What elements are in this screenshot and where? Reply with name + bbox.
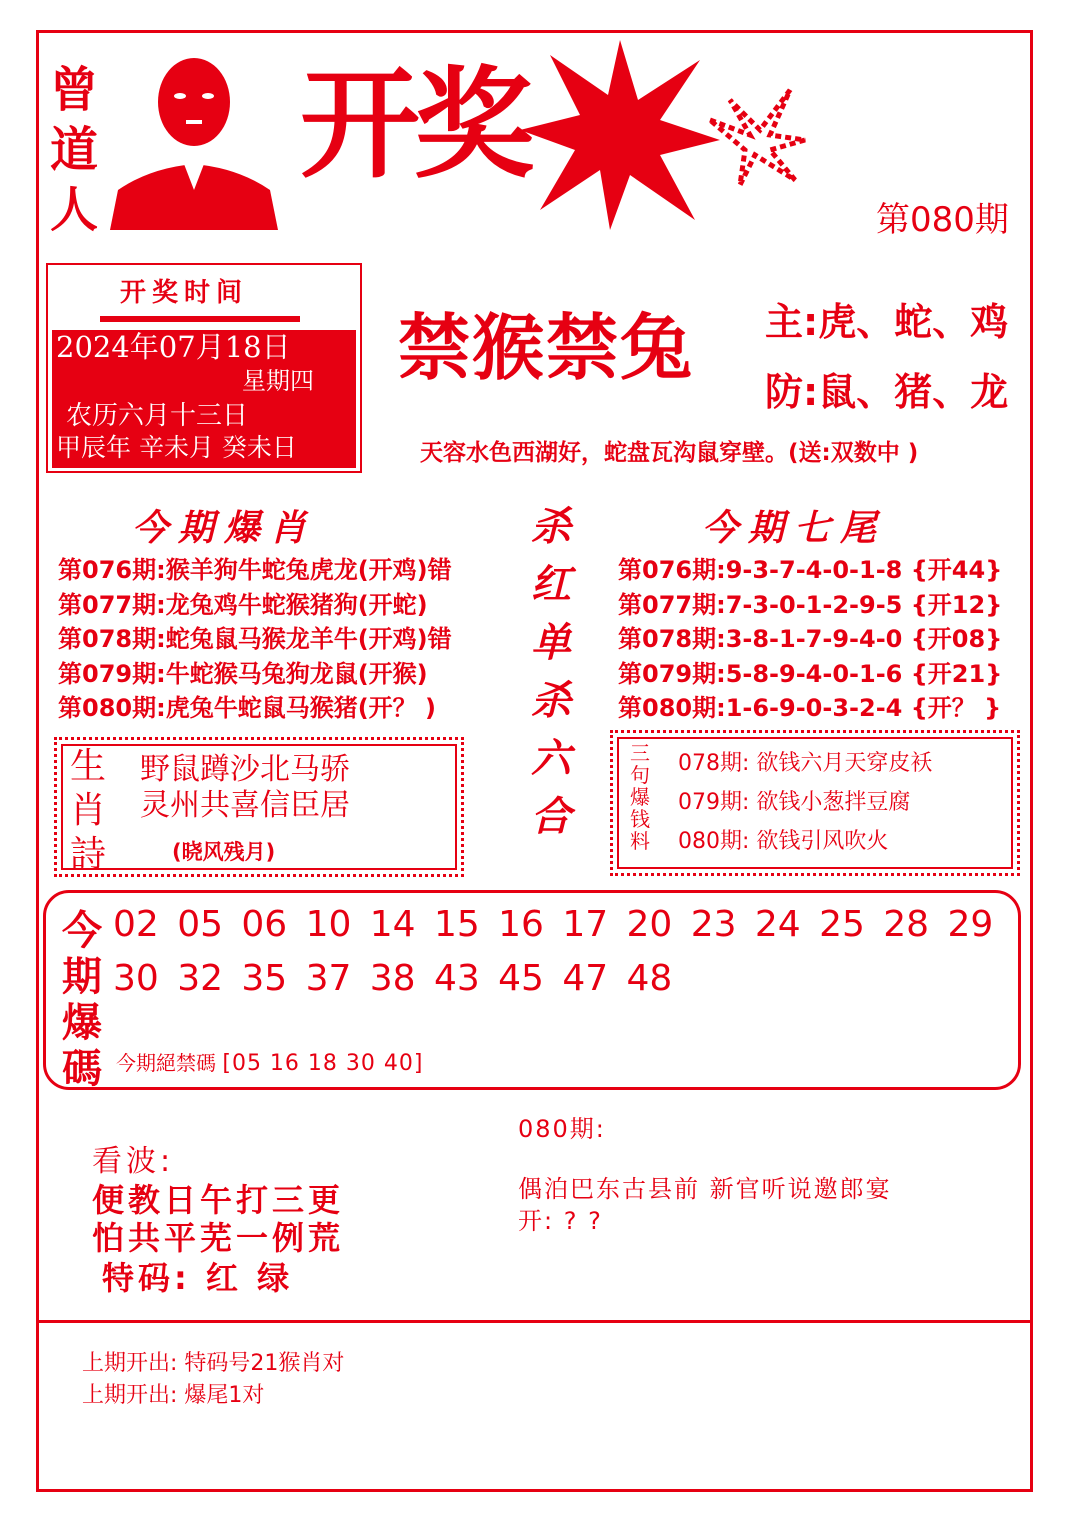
codes-grid [113, 898, 1013, 1006]
starburst-icon [520, 40, 720, 230]
name-char-2: 道 [49, 122, 98, 178]
code-number: 30 [113, 958, 159, 999]
poem-line: 野鼠蹲沙北马骄 [140, 752, 350, 787]
kill-column [527, 498, 575, 846]
footer-divider [36, 1320, 1033, 1323]
tips-side-char: 料 [630, 829, 650, 853]
last-result-2: 上期开出: 爆尾1对 [82, 1383, 265, 1408]
portrait-image [110, 40, 278, 230]
banned-numbers: [05 16 18 30 40] [222, 1051, 424, 1076]
ban-headline: 禁猴禁兔 [398, 305, 695, 390]
issue-number: 第080期 [876, 200, 1009, 240]
kill-char: 合 [531, 793, 571, 840]
tip-row: 079期: 欲钱小葱拌豆腐 [678, 790, 911, 815]
tip-row: 080期: 欲钱引风吹火 [678, 829, 889, 854]
name-char-3: 人 [49, 182, 98, 238]
list-item: 第078期:蛇兔鼠马猴龙羊牛(开鸡)错 [58, 625, 452, 653]
kill-char: 杀 [531, 677, 571, 724]
guard-zodiac: 防:鼠、猪、龙 [765, 370, 1009, 414]
code-number: 48 [626, 958, 673, 999]
poem-line: 灵州共喜信臣居 [140, 788, 350, 823]
codes-side-char: 碼 [62, 1046, 102, 1092]
last-result-1: 上期开出: 特码号21猴肖对 [82, 1351, 345, 1376]
kill-char: 杀 [531, 503, 571, 550]
poem-side-char: 詩 [69, 834, 106, 875]
special-color: 特码: 红 绿 [102, 1259, 294, 1297]
poem-side-char: 生 [69, 746, 106, 787]
explosive-zodiac-list [58, 553, 452, 726]
codes-side-char: 爆 [62, 1000, 102, 1046]
tips-side-char: 钱 [630, 807, 650, 831]
seven-tails-title: 今期七尾 [702, 507, 887, 549]
kill-char: 单 [531, 619, 571, 666]
verse-issue: 080期: [518, 1115, 606, 1143]
tips-side-char: 句 [630, 763, 650, 787]
code-number: 10 [305, 904, 352, 945]
code-number: 29 [947, 904, 994, 945]
poem-side-char: 肖 [69, 790, 106, 831]
verse-text: 偶泊巴东古县前 新官听说邀郎宴 [518, 1175, 892, 1203]
code-number: 45 [498, 958, 544, 999]
tip-row: 078期: 欲钱六月天穿皮袄 [678, 751, 933, 776]
name-char-1: 曾 [49, 62, 98, 118]
lunar-date: 农历六月十三日 [66, 401, 249, 431]
ganzhi-date: 甲辰年 辛未月 癸未日 [56, 433, 297, 462]
code-number: 06 [241, 904, 288, 945]
banned-codes [116, 1048, 423, 1079]
wave-line-2: 怕共平芜一例荒 [92, 1219, 345, 1257]
list-item: 第080期:1-6-9-0-3-2-4 {开？ } [618, 694, 1002, 722]
banned-label: 今期絕禁碼 [116, 1051, 216, 1075]
code-number: 28 [883, 904, 930, 945]
code-number: 47 [562, 958, 609, 999]
code-number: 16 [498, 904, 544, 945]
poem-lines [140, 752, 350, 824]
draw-weekday: 星期四 [242, 367, 314, 395]
code-number: 43 [433, 958, 480, 999]
main-zodiac: 主:虎、蛇、鸡 [765, 300, 1009, 344]
list-item: 第078期:3-8-1-7-9-4-0 {开08} [618, 625, 1003, 653]
code-number: 35 [241, 958, 288, 999]
riddle-text: 天容水色西湖好，蛇盘瓦沟鼠穿壁。(送:双数中 ) [420, 440, 919, 466]
codes-side-label [56, 908, 108, 1092]
wave-label: 看波: [92, 1144, 175, 1179]
code-number: 24 [754, 904, 801, 945]
poem-side-label [66, 745, 110, 877]
codes-side-char: 今 [62, 908, 102, 954]
seven-tails-list [618, 553, 1002, 726]
codes-side-char: 期 [62, 954, 102, 1000]
code-number: 20 [626, 904, 673, 945]
code-number: 23 [690, 904, 737, 945]
kill-char: 六 [531, 735, 571, 782]
list-item: 第077期:7-3-0-1-2-9-5 {开12} [618, 590, 1003, 619]
tips-side-char: 爆 [630, 785, 650, 809]
code-number: 37 [305, 958, 352, 999]
code-number: 15 [433, 904, 480, 945]
verse-open: 开: ? ? [518, 1207, 603, 1235]
explosive-zodiac-title: 今期爆肖 [132, 507, 317, 549]
sparkle-decoration-icon [700, 80, 810, 190]
code-number: 02 [113, 904, 159, 945]
draw-date-block [52, 330, 356, 468]
wave-line-1: 便教日午打三更 [92, 1181, 345, 1219]
vertical-name [44, 60, 104, 240]
list-item: 第080期:虎兔牛蛇鼠马猴猪(开？ ) [58, 694, 436, 722]
code-number: 05 [177, 904, 223, 945]
draw-time-title: 开奖时间 [120, 278, 249, 308]
poem-credit: (晓风残月) [172, 840, 276, 864]
code-number: 38 [369, 958, 416, 999]
tips-side-label [622, 742, 658, 852]
tips-side-char: 三 [630, 741, 650, 765]
list-item: 第076期:9-3-7-4-0-1-8 {开44} [618, 556, 1003, 584]
tips-lines [678, 744, 932, 861]
kill-char: 红 [531, 561, 571, 608]
draw-date: 2024年07月18日 [56, 330, 291, 364]
list-item: 第079期:5-8-9-4-0-1-6 {开21} [618, 659, 1003, 688]
list-item: 第076期:猴羊狗牛蛇兔虎龙(开鸡)错 [58, 556, 452, 584]
banner-title: 开奖 [300, 54, 528, 195]
code-number: 32 [177, 958, 223, 999]
code-number: 17 [562, 904, 609, 945]
list-item: 第079期:牛蛇猴马兔狗龙鼠(开猴) [58, 659, 428, 688]
list-item: 第077期:龙兔鸡牛蛇猴猪狗(开蛇) [58, 590, 428, 619]
code-number: 14 [369, 904, 416, 945]
draw-time-divider [100, 316, 300, 322]
code-number: 25 [819, 904, 865, 945]
